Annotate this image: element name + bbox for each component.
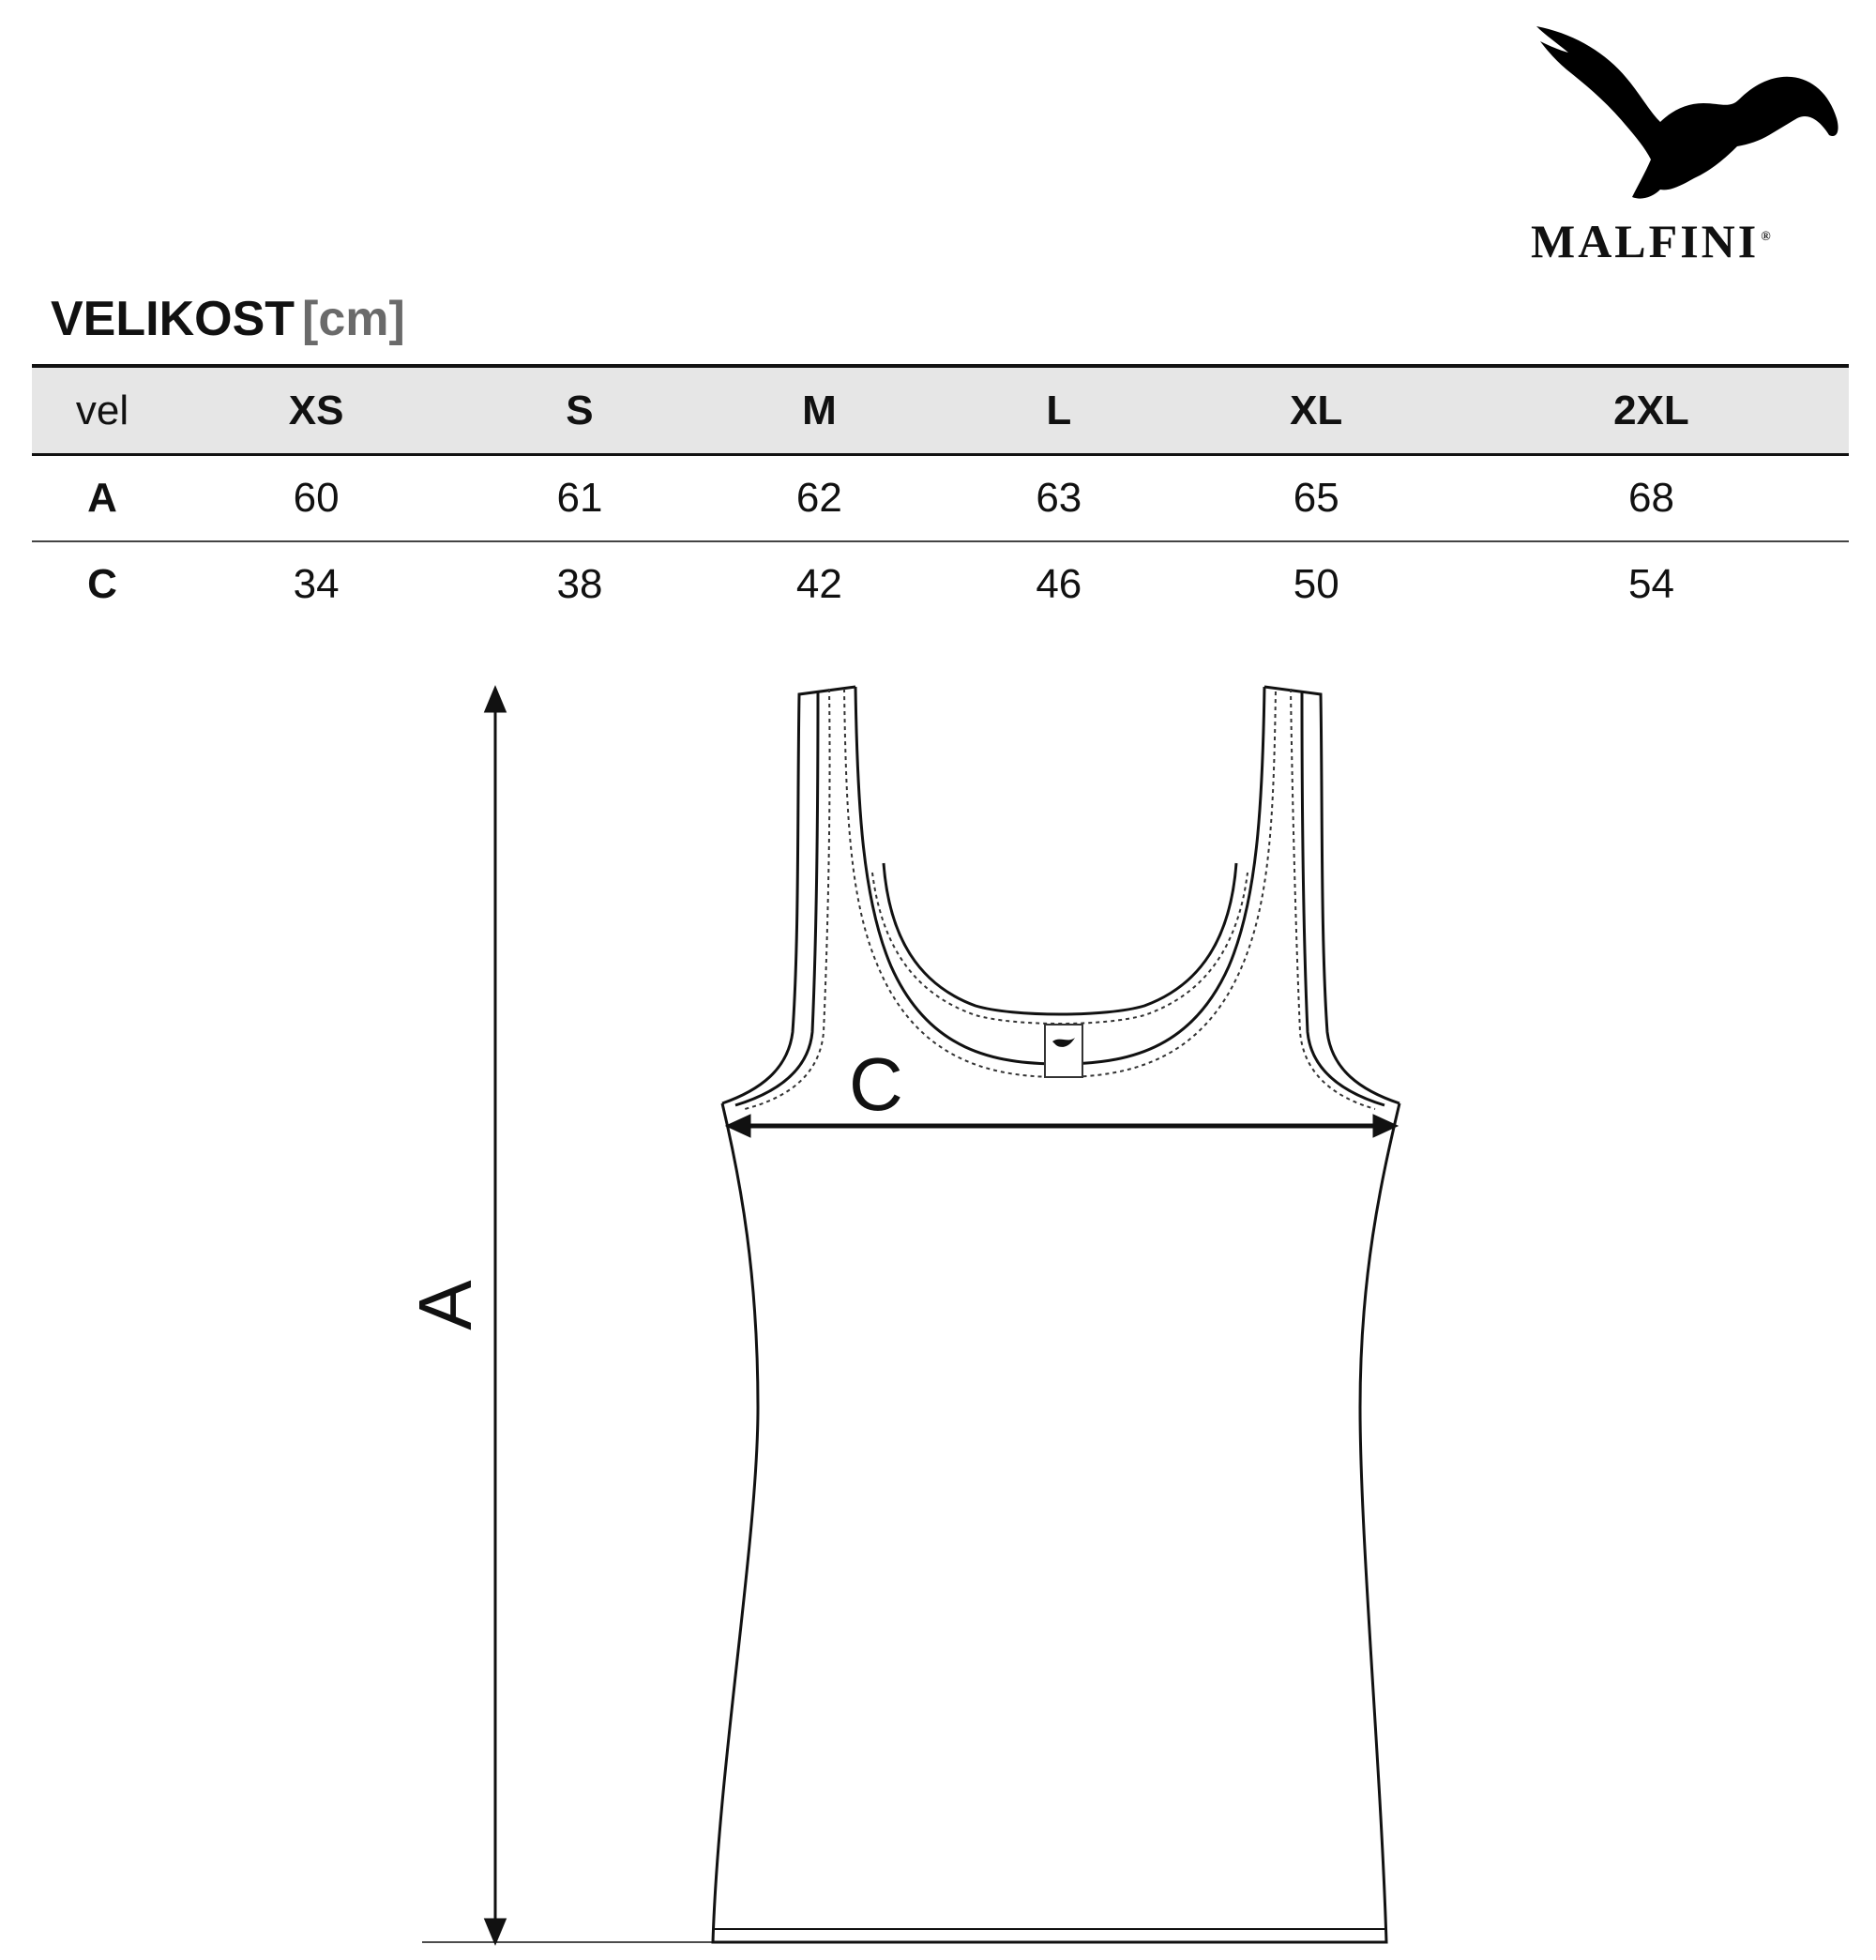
table-cell: 50 [1293, 561, 1339, 607]
table-cell: 68 [1627, 475, 1674, 521]
size-header-xl: XL [1179, 366, 1454, 455]
page-title [51, 291, 405, 347]
brand-name: MALFINI [1531, 215, 1760, 267]
table-cell: 46 [1036, 561, 1082, 607]
table-cell: 63 [1036, 475, 1082, 521]
eagle-icon [1520, 17, 1857, 205]
table-header-row [32, 366, 1849, 455]
table-row [32, 455, 1849, 542]
tank-top-drawing [0, 657, 1876, 1955]
brand-wordmark [1531, 214, 1774, 268]
title-unit: [cm] [302, 292, 405, 346]
garment-diagram [0, 657, 1876, 1955]
table-cell: 60 [293, 475, 340, 521]
title-label: VELIKOST [51, 292, 295, 346]
table-cell: 61 [556, 475, 603, 521]
row-label: A [87, 475, 117, 521]
row-label: C [87, 561, 117, 607]
table-cell: 42 [795, 561, 842, 607]
registered-mark: ® [1761, 230, 1774, 245]
table-cell: 65 [1293, 475, 1339, 521]
neck-tag [1045, 1025, 1082, 1077]
table-cell: 62 [795, 475, 842, 521]
measure-c-arrow [726, 1115, 1398, 1137]
size-header-s: S [460, 366, 699, 455]
size-header-m: M [700, 366, 939, 455]
table-cell: 34 [293, 561, 340, 607]
table-corner-cell: vel [32, 366, 173, 455]
size-table [32, 364, 1849, 627]
size-header-xs: XS [173, 366, 460, 455]
size-header-l: L [939, 366, 1178, 455]
table-row [32, 541, 1849, 627]
table-cell: 38 [556, 561, 603, 607]
measure-a-label: A [403, 1280, 487, 1330]
table-cell: 54 [1627, 561, 1674, 607]
measure-c-label: C [849, 1042, 903, 1126]
brand-logo [1520, 17, 1857, 267]
size-header-2xl: 2XL [1454, 366, 1849, 455]
